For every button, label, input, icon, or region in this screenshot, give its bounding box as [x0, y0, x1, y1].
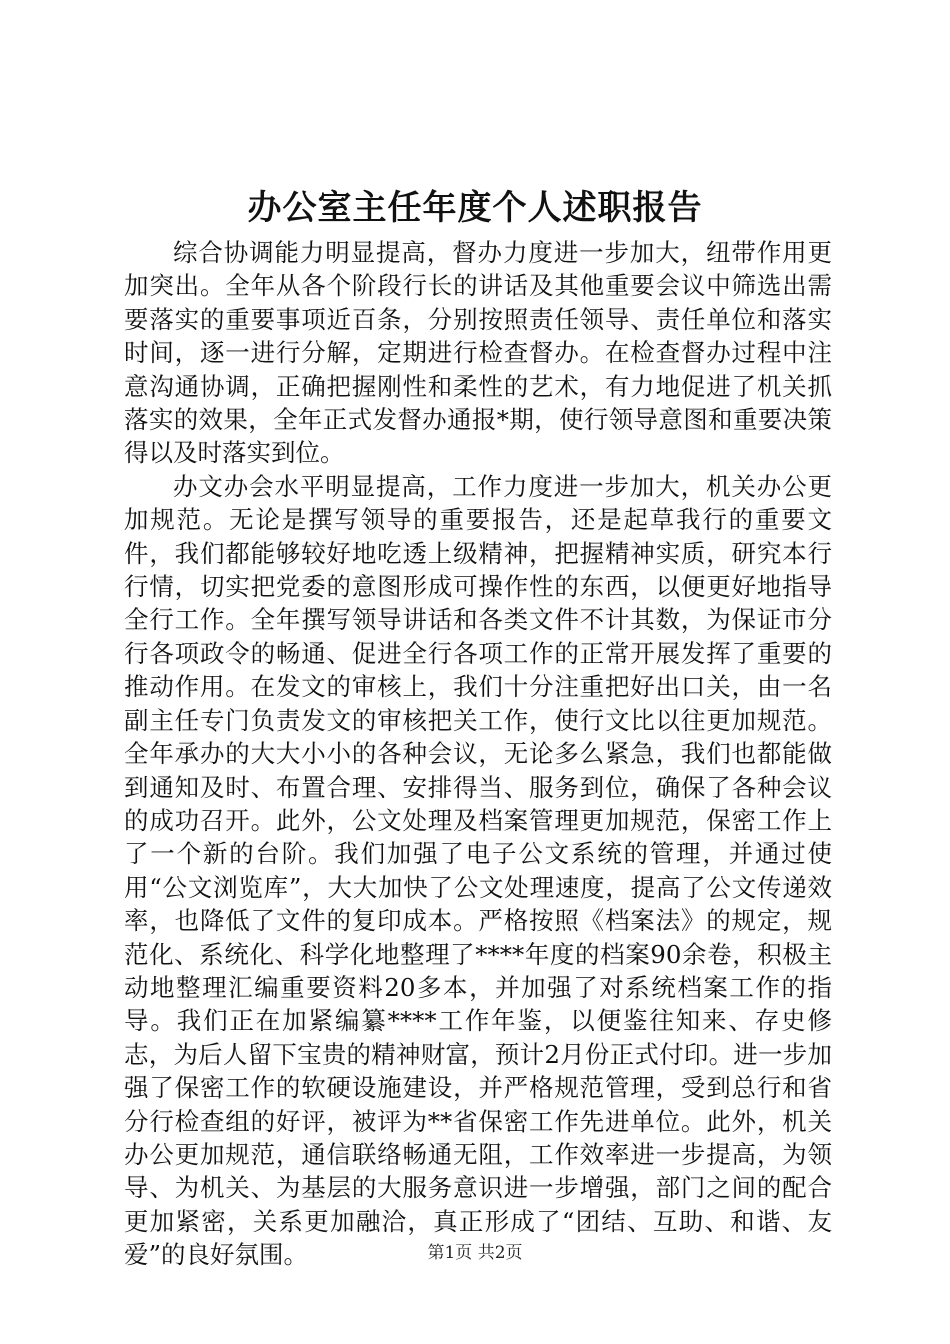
page-number: 第1页 共2页 [427, 1243, 523, 1263]
paragraph-coordination: 综合协调能力明显提高，督办力度进一步加大，纽带作用更加突出。全年从各个阶段行长的讲话及其他重要会议中筛选出需要落实的重要事项近百条，分别按照责任领导、责任单位和落实时间，逐一进行分解，定期进行检查督办。在检查督办过程中注意沟通协调，正确把握刚性和柔性的艺术，有力地促进了机关抓落实的效果，全年正式发督办通报*期，使行领导意图和重要决策得以及时落实到位。 [124, 238, 832, 468]
paragraph-document-handling: 办文办会水平明显提高，工作力度进一步加大，机关办公更加规范。无论是撰写领导的重要报告，还是起草我行的重要文件，我们都能够较好地吃透上级精神，把握精神实质，研究本行行情，切实把党委的意图形成可操作性的东西，以便更好地指导全行工作。全年撰写领导讲话和各类文件不计其数，为保证市分行各项政令的畅通、促进全行各项工作的正常开展发挥了重要的推动作用。在发文的审核上，我们十分注重把好出口关，由一名副主任专门负责发文的审核把关工作，使行文比以往更加规范。全年承办的大大小小的各种会议，无论多么紧急，我们也都能做到通知及时、布置合理、安排得当、服务到位，确保了各种会议的成功召开。此外，公文处理及档案管理更加规范，保密工作上了一个新的台阶。我们加强了电子公文系统的管理，并通过使用“公文浏览库”，大大加快了公文处理速度，提高了公文传递效率，也降低了文件的复印成本。严格按照《档案法》的规定，规范化、系统化、科学化地整理了****年度的档案90余卷，积极主动地整理汇编重要资料20多本，并加强了对系统档案工作的指导。我们正在加紧编纂****工作年鉴，以便鉴往知来、存史修志，为后人留下宝贵的精神财富，预计2月份正式付印。进一步加强了保密工作的软硬设施建设，并严格规范管理，受到总行和省分行检查组的好评，被评为**省保密工作先进单位。此外，机关办公更加规范，通信联络畅通无阻，工作效率进一步提高，为领导、为机关、为基层的大服务意识进一步增强，部门之间的配合更加紧密，关系更加融洽，真正形成了“团结、互助、和谐、友爱”的良好氛围。 [124, 471, 832, 1270]
document-title: 办公室主任年度个人述职报告 [247, 188, 703, 228]
document-body [124, 236, 832, 1272]
